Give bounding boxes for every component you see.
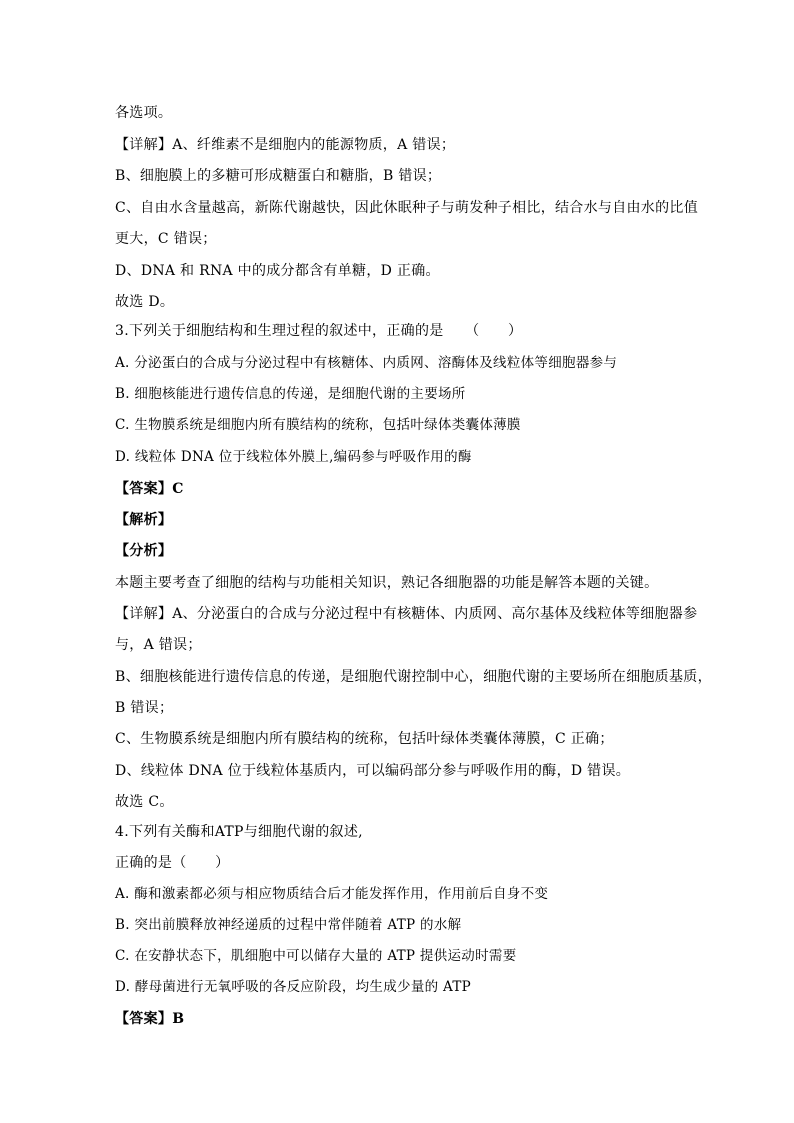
question-3-option-a: A. 分泌蛋白的合成与分泌过程中有核糖体、内质网、溶酶体及线粒体等细胞器参与 (115, 355, 618, 371)
text-line: D、DNA 和 RNA 中的成分都含有单糖，D 正确。 (115, 263, 440, 279)
analysis-subheading: 【分析】 (115, 543, 173, 559)
text-line: D、线粒体 DNA 位于线粒体基质内，可以编码部分参与呼吸作用的酶，D 错误。 (115, 763, 631, 779)
answer-label: 【答案】B (115, 1011, 185, 1027)
text-line: B 错误； (115, 700, 174, 716)
question-3-option-b: B. 细胞核能进行遗传信息的传递，是细胞代谢的主要场所 (115, 386, 466, 402)
question-3-option-c: C. 生物膜系统是细胞内所有膜结构的统称，包括叶绿体类囊体薄膜 (115, 417, 521, 433)
conclusion-line: 故选 D。 (115, 294, 175, 310)
answer-label: 【答案】C (115, 481, 184, 497)
question-4-option-b: B. 突出前膜释放神经递质的过程中常伴随着 ATP 的水解 (115, 917, 462, 933)
text-line: C、自由水含量越高，新陈代谢越快，因此休眠种子与萌发种子相比，结合水与自由水的比值 (115, 200, 699, 216)
question-4-option-d: D. 酵母菌进行无氧呼吸的各反应阶段，均生成少量的 ATP (115, 979, 472, 995)
question-4-stem: 4.下列有关酶和ATP与细胞代谢的叙述, (115, 824, 363, 840)
text-line: B、细胞核能进行遗传信息的传递，是细胞代谢控制中心，细胞代谢的主要场所在细胞质基质， (115, 669, 712, 685)
text-line: 各选项。 (115, 105, 173, 121)
text-line: 与，A 错误； (115, 637, 202, 653)
question-4-option-c: C. 在安静状态下，肌细胞中可以储存大量的 ATP 提供运动时需要 (115, 948, 517, 964)
question-3-option-d: D. 线粒体 DNA 位于线粒体外膜上,编码参与呼吸作用的酶 (115, 449, 472, 465)
question-4-option-a: A. 酶和激素都必须与相应物质结合后才能发挥作用，作用前后自身不变 (115, 886, 549, 902)
text-line: 本题主要考查了细胞的结构与功能相关知识，熟记各细胞器的功能是解答本题的关键。 (115, 575, 659, 591)
text-line: B、细胞膜上的多糖可形成糖蛋白和糖脂，B 错误； (115, 168, 442, 184)
question-3-stem: 3.下列关于细胞结构和生理过程的叙述中，正确的是 （ ） (115, 323, 523, 339)
text-line: C、生物膜系统是细胞内所有膜结构的统称，包括叶绿体类囊体薄膜，C 正确； (115, 731, 614, 747)
explanation-line: 【详解】A、纤维素不是细胞内的能源物质，A 错误； (115, 137, 456, 153)
text-line: 更大，C 错误； (115, 231, 217, 247)
explanation-line: 【详解】A、分泌蛋白的合成与分泌过程中有核糖体、内质网、高尔基体及线粒体等细胞器参 (115, 606, 698, 622)
conclusion-line: 故选 C。 (115, 794, 174, 810)
analysis-heading: 【解析】 (115, 512, 173, 528)
question-4-stem-cont: 正确的是（ ） (115, 855, 230, 871)
